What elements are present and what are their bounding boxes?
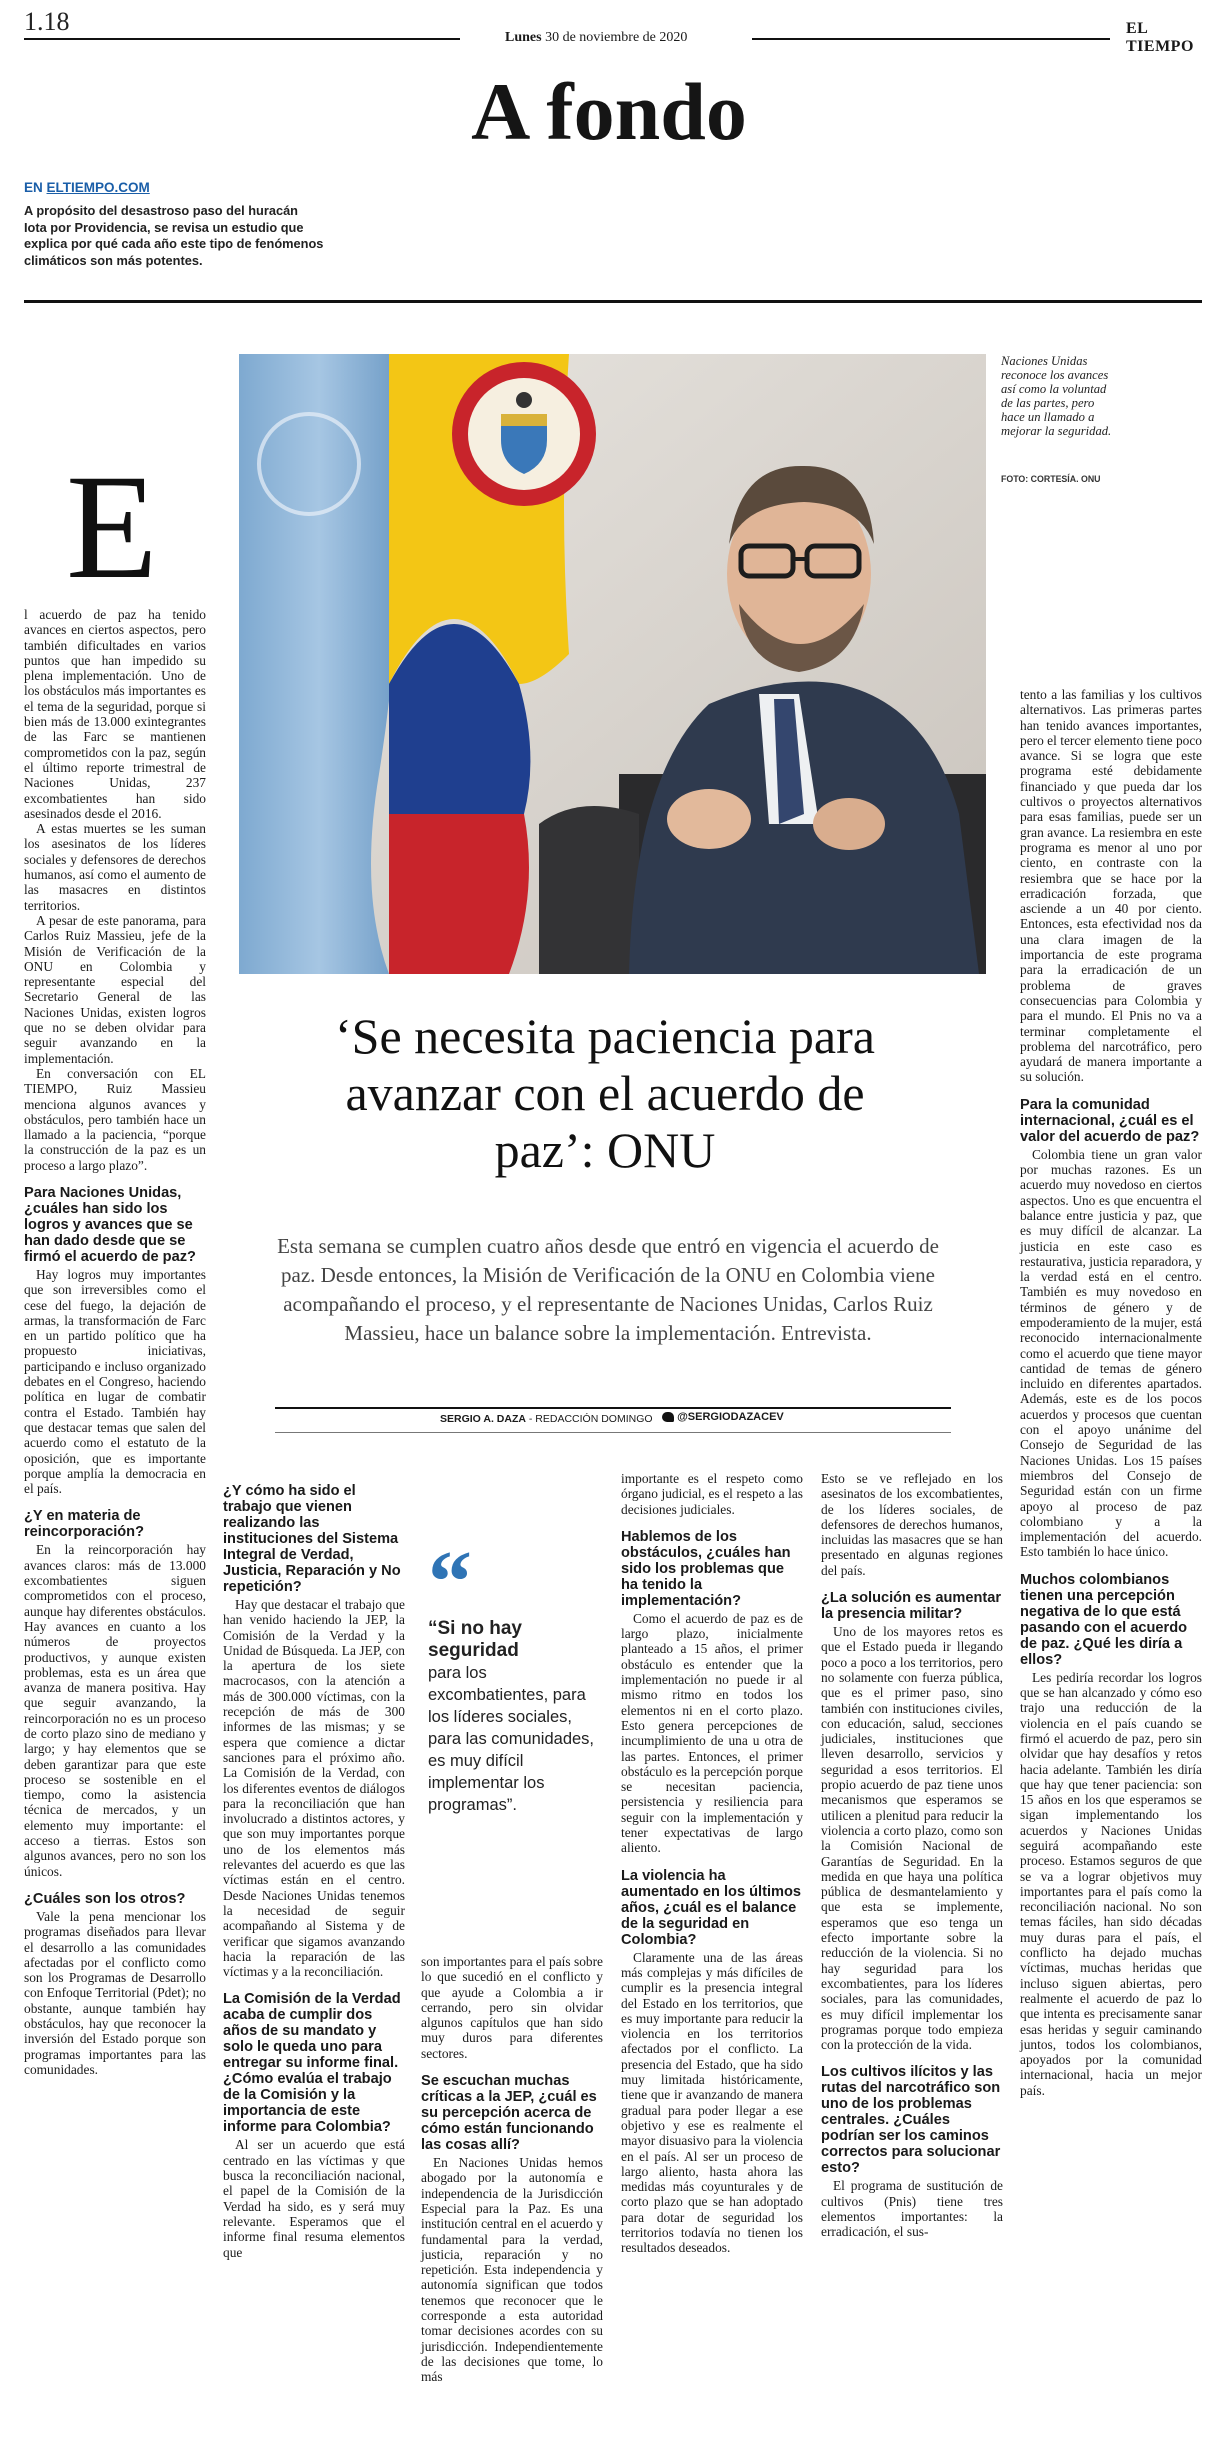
article-column-6 (1020, 687, 1202, 2098)
body-paragraph: Claramente una de las áreas más complejas y más difíciles de cumplir es la presencia integral del Estado en los territorios, que es muy importante para reducir la violencia en los territorios afectados por el conflicto. La presencia del Estado, que ha sido muy limitada históricamente, tiene que ir avanzando de manera gradual para poder llegar a ese objetivo y ese es realmente el mayor disuasivo para la violencia en el país. Al ser un proceso de largo aliento, hasta ahora las medidas más coyunturales y de corto plazo que se han adoptado para dotar de seguridad los territorios todavía no tienen los resultados deseados. (621, 1949, 803, 2256)
body-paragraph: Esto se ve reflejado en los asesinatos de los excombatientes, de los líderes sociales, de defensores de derechos humanos, incluidas las masacres que se han presentado en algunas regiones del país. (821, 1471, 1003, 1578)
body-paragraph: A pesar de este panorama, para Carlos Ruiz Massieu, jefe de la Misión de Verificación de la ONU en Colombia y representante especial del Secretario General de las Naciones Unidas, existen logros que no se deben olvidar para seguir avanzando en la implementación. (24, 912, 206, 1066)
byline-desk: - REDACCIÓN DOMINGO (525, 1413, 653, 1425)
body-paragraph: Uno de los mayores retos es que el Estado pueda ir llegando poco a poco a los territorios, pero no solamente con fuerza pública, que es el primer paso, sino también con instituciones civiles, con educación, salud, secciones judiciales, instituciones que lleven desarrollo, servicios y seguridad a esos territorios. El propio acuerdo de paz tiene unos mecanismos que esperamos se utilicen a plenitud para reducir la violencia a corto plazo, como son la Comisión Nacional de Garantías de Seguridad. En la medida en que haya una política pública de desmantelamiento y que esta se implemente, esperamos que eso tenga un efecto importante sobre la reducción de la violencia. Si no hay seguridad para los excombatientes, para los líderes sociales, para las comunidades, es muy difícil implementar los programas porque todo empieza con la protección de la vida. (821, 1624, 1003, 2053)
interview-question: Hablemos de los obstáculos, ¿cuáles han sido los problemas que ha tenido la implementación? (621, 1528, 791, 1609)
body-paragraph: A estas muertes se les suman los asesinatos de los líderes sociales y defensores de derechos humanos, así como el aumento de las masacres en distintos territorios. (24, 821, 206, 913)
body-paragraph: Vale la pena mencionar los programas diseñados para llevar el desarrollo a las comunidades afectadas por el conflicto como son los Programas de Desarrollo con Enfoque Territorial (Pdet); no obstante, aunque también hay obstáculos, hay que reconocer la inversión del Estado porque son programas importantes para las comunidades. (24, 1908, 206, 2077)
byline-rule-bottom (275, 1432, 951, 1433)
site-promo-label (24, 180, 150, 195)
interview-question: ¿Y cómo ha sido el trabajo que vienen realizando las instituciones del Sistema Integral de Verdad, Justicia, Reparación y No repetición? (223, 1483, 401, 1595)
photo-credit: FOTO: CORTESÍA. ONU (1001, 474, 1101, 484)
article-column-3 (421, 1954, 603, 2385)
page-number: 1.18 (24, 7, 70, 36)
section-title: A fondo (471, 66, 747, 157)
site-promo-prefix: EN (24, 180, 47, 195)
drop-cap: E (66, 444, 158, 610)
header-rule-left (24, 38, 460, 40)
pull-quote-lead: “Si no hay seguridad (428, 1618, 522, 1661)
body-paragraph: Como el acuerdo de paz es de largo plazo, inicialmente planteado a 15 años, el primer obstáculo es entender que la implementación no puede ir al mismo ritmo en todos los elementos ni en el corto plazo. Esto genera percepciones de incumplimiento de una u otra de las partes. Entonces, el primer obstáculo es la percepción porque se necesitan paciencia, persistencia y resiliencia para seguir con la implementación y tener expectativas de largo aliento. (621, 1610, 803, 1856)
interview-question: Muchos colombianos tienen una percepción negativa de lo que está pasando con el acuerdo de paz. ¿Qué les diría a ellos? (1020, 1571, 1188, 1668)
body-paragraph: Al ser un acuerdo que está centrado en las víctimas y que busca la reconciliación nacional, el papel de la Comisión de la Verdad ha sido, es y será muy relevante. Esperamos que el informe final resuma elementos que (223, 2137, 405, 2260)
article-column-5 (821, 1471, 1003, 2240)
issue-date-day: Lunes (505, 30, 542, 45)
interview-question: La violencia ha aumentado en los últimos años, ¿cuál es el balance de la seguridad en Colombia? (621, 1867, 802, 1948)
twitter-handle[interactable]: @SERGIODAZACEV (677, 1411, 784, 1423)
interview-question: ¿Cuáles son los otros? (24, 1890, 186, 1907)
body-paragraph: Hay logros muy importantes que son irreversibles como el cese del fuego, la dejación de armas, la transformación de Farc en un partido político que ha propuesto iniciativas, participando e incluso organizado debates en el Congreso, haciendo política en lugar de combatir contra el Estado. También hay que destacar temas que salen del acuerdo como el estatuto de la oposición, que es importante porque amplía la democracia en el país. (24, 1266, 206, 1497)
interview-question: Los cultivos ilícitos y las rutas del narcotráfico son uno de los problemas centrales. ¿Cuáles podrían ser los caminos correctos para solucionar esto? (821, 2064, 1001, 2177)
interview-question: Para la comunidad internacional, ¿cuál es el valor del acuerdo de paz? (1020, 1096, 1200, 1145)
body-paragraph: El programa de sustitución de cultivos (Pnis) tiene tres elementos importantes: la erradicación, el sus- (821, 2178, 1003, 2240)
deck: Esta semana se cumplen cuatro años desde que entró en vigencia el acuerdo de paz. Desde entonces, la Misión de Verificación de la ONU en Colombia viene acompañando el proceso, y el representante de Naciones Unidas, Carlos Ruiz Massieu, hace un balance sobre la implementación. Entrevista. (277, 1234, 939, 1345)
body-paragraph: tento a las familias y los cultivos alternativos. Las primeras partes han tenido avances importantes, pero el tercer elemento tiene poco avance. Si se logra que este programa esté debidamente financiado y que pueda dar los cultivos o proyectos alternativos para esas familias, puede ser un gran avance. La resiembra en este programa es menor al uno por ciento, en contraste con la resiembra que se hace por la erradicación forzada, que asciende a un 40 por ciento. Entonces, esta efectividad nos da una clara imagen de la importancia de este programa para la erradicación de un problema de graves consecuencias para Colombia y para el mundo. El Pnis no va a terminar completamente el problema del narcotráfico, pero ayudará de manera importante a su solución. (1020, 687, 1202, 1085)
twitter-byline (662, 1411, 784, 1423)
article-photo (239, 354, 986, 974)
byline-name: SERGIO A. DAZA (440, 1413, 526, 1425)
pull-quote-body: para los excombatientes, para los líderes sociales, para las comunidades, es muy difícil implementar los programas”. (428, 1664, 595, 1814)
article-column-4 (621, 1471, 803, 2256)
body-paragraph: En conversación con EL TIEMPO, Ruiz Massieu menciona algunos avances y obstáculos, pero también hace un llamado a la paciencia, “porque la construcción de la paz es un proceso a largo plazo”. (24, 1065, 206, 1173)
body-paragraph: Les pediría recordar los logros que se han alcanzado y cómo eso trajo una reducción de la violencia en el país cuando se firmó el acuerdo de paz, pero sin olvidar que hay desafíos y retos hacia adelante. También les diría que hay que tener paciencia: son 15 años en los que esperamos se sigan implementando los acuerdos y Naciones Unidas seguirá acompañando este proceso. Estamos seguros de que se va a lograr objetivos muy importantes para el país como la reconciliación nacional. No son temas fáciles, han sido décadas muy duras para el país, el conflicto ha dejado muchas víctimas, muchas heridas que incluso siguen abiertas, pero realmente el acuerdo de paz lo que intenta es precisamente sanar esas heridas y seguir caminando juntos, todos los colombianos, apoyados por la comunidad internacional, hacia un mejor país. (1020, 1669, 1202, 2098)
body-paragraph: En la reincorporación hay avances claros: más de 13.000 excombatientes siguen comprometidos con el proceso, aunque hay diferentes obstáculos. Hay avances en cuanto a los números de proyectos productivos, y aunque existen problemas, esta es un área que avanza de manera positiva. Hay que seguir avanzando, la reincorporación no es un proceso de corto plazo sino de mediano y largo; y hay elementos que se deben garantizar para que este proceso se sostenible en el tiempo, como la asistencia técnica de mercados, y un elemento muy importante: el acceso a tierras. Estos son algunos avances, pero no son los únicos. (24, 1542, 206, 1879)
body-paragraph: Colombia tiene un gran valor por muchas razones. Es un acuerdo muy novedoso en ciertos aspectos. Uno es que encuentra el balance entre justicia y paz, que es muy difícil de alcanzar. La justicia en este caso es restaurativa, justicia reparadora, y la verdad está en el centro. También es muy novedoso en términos de género y de empoderamiento de la mujer, está reconocido internacionalmente como el acuerdo que tiene mayor cantidad de temas de género incluido en diferentes apartados. Además, este es de los pocos acuerdos y procesos que cuentan con el apoyo unánime del Consejo de Seguridad de las Naciones Unidas. Los 15 países miembros del Consejo de Seguridad están con un firme apoyo al proceso de paz colombiano y a la implementación del acuerdo. Esto también lo hace único. (1020, 1146, 1202, 1560)
interview-question: Para Naciones Unidas, ¿cuáles han sido los logros y avances que se han dado desde que se firmó el acuerdo de paz? (24, 1184, 196, 1265)
pull-quote-mark: “ (428, 1534, 472, 1631)
body-paragraph: son importantes para el país sobre lo que sucedió en el conflicto y que ayude a Colombia a ir cerrando, pero sin olvidar algunos capítulos que han sido muy duros para diferentes sectores. (421, 1954, 603, 2061)
article-column-2 (223, 1471, 405, 2260)
interview-question: La Comisión de la Verdad acaba de cumplir dos años de su mandato y solo le queda uno para entregar su informe final. ¿Cómo evalúa el trabajo de la Comisión y la importancia de este informe para Colombia? (223, 1991, 401, 2136)
header-rule-right (752, 38, 1110, 40)
body-paragraph: Hay que destacar el trabajo que han venido haciendo la JEP, la Comisión de la Verdad y la Unidad de Búsqueda. La JEP, con la apertura de los siete macrocasos, con la atención a más de 300.000 víctimas, con la recepción de más de 300 informes de las mismas; y se espera que comience a dictar sanciones para el próximo año. La Comisión de la Verdad, con los diferentes eventos de diálogos para la reconciliación que han involucrado a distintos actores, y que son muy importantes porque uno de los elementos más relevantes del acuerdo es que las víctimas están en el centro. Desde Naciones Unidas tenemos la necesidad de seguir acompañando al Sistema y de verificar que sigamos avanzando hacia la reparación de las víctimas y a la reconciliación. (223, 1597, 405, 1980)
issue-date-rest: 30 de noviembre de 2020 (545, 30, 688, 45)
brand-logo: EL TIEMPO (1126, 20, 1194, 55)
article-column-1 (24, 607, 206, 2077)
photo-caption: Naciones Unidas reconoce los avances así como la voluntad de las partes, pero hace un llamado a mejorar la seguridad. (1001, 354, 1112, 438)
section-bottom-rule (24, 300, 1202, 303)
interview-question: Se escuchan muchas críticas a la JEP, ¿cuál es su percepción acerca de cómo están funcionando las cosas allí? (421, 2073, 597, 2154)
headline: ‘Se necesita paciencia para avanzar con el acuerdo de paz’: ONU (335, 1008, 875, 1178)
issue-date (505, 30, 687, 46)
body-paragraph: importante es el respeto como órgano judicial, es el respeto a las decisiones judiciales. (621, 1471, 803, 1517)
site-promo-text: A propósito del desastroso paso del huracán Iota por Providencia, se revisa un estudio que explica por qué cada año este tipo de fenómenos climáticos son más potentes. (24, 203, 324, 268)
interview-question: ¿Y en materia de reincorporación? (24, 1508, 145, 1541)
byline-rule-top (275, 1407, 951, 1409)
byline (440, 1413, 653, 1425)
body-paragraph: En Naciones Unidas hemos abogado por la autonomía e independencia de la Jurisdicción Especial para la Paz. Es una institución central en el acuerdo y fundamental para la verdad, justicia, reparación y no repetición. Esta independencia y autonomía significan que todos tenemos que reconocer que le corresponde a esta autoridad tomar decisiones acordes con su jurisdicción. Independientemente de las decisiones que tome, lo más (421, 2155, 603, 2385)
twitter-icon (662, 1412, 674, 1422)
interview-question: ¿La solución es aumentar la presencia militar? (821, 1590, 1002, 1623)
pull-quote (428, 1534, 608, 1816)
body-paragraph: l acuerdo de paz ha tenido avances en ciertos aspectos, pero también dificultades en varios puntos que han impedido su plena implementación. Uno de los obstáculos más importantes es el tema de la seguridad, porque si bien más de 13.000 exintegrantes de las Farc se mantienen comprometidos con la paz, según el último reporte trimestral de Naciones Unidas, 237 excombatientes han sido asesinados desde el 2016. (24, 607, 206, 821)
site-link[interactable]: ELTIEMPO.COM (46, 180, 150, 195)
photo-illustration (239, 354, 986, 974)
